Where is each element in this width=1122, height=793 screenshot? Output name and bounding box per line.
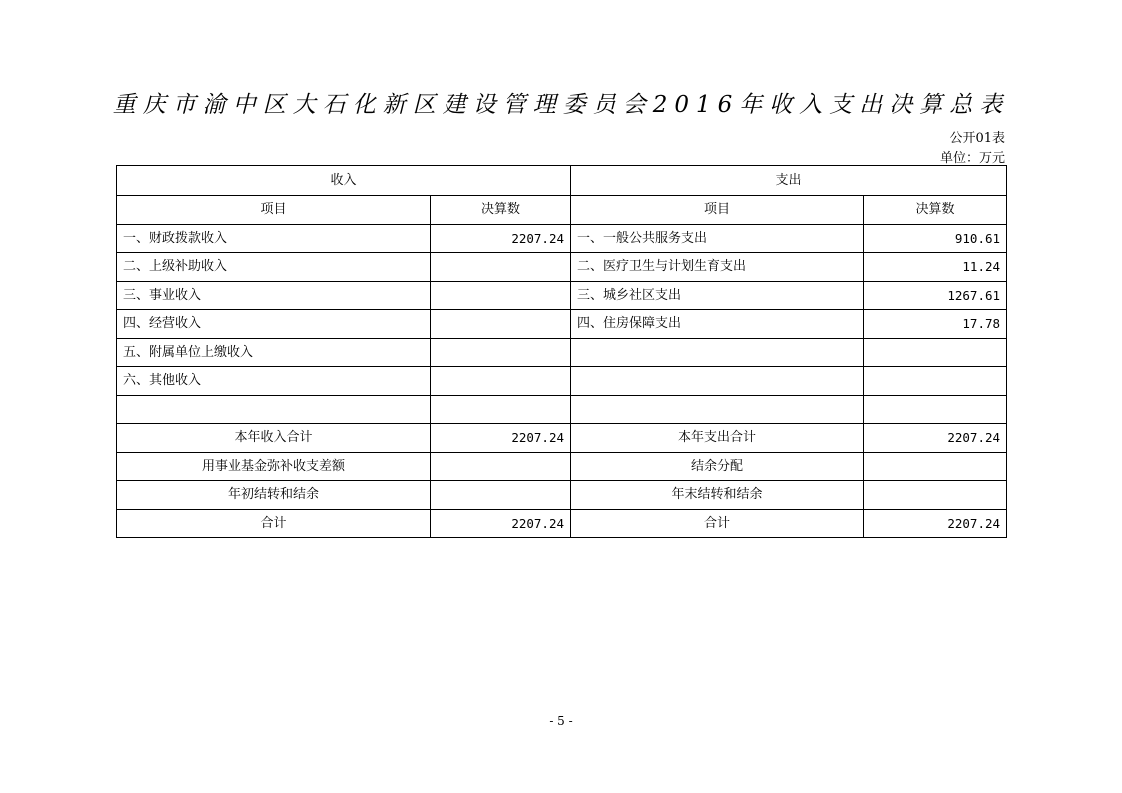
form-code: 公开01表 — [949, 131, 1005, 146]
column-header-row — [117, 196, 1007, 225]
income-amount: 2207.24 — [431, 224, 571, 253]
table-row — [117, 224, 1007, 253]
table-row — [117, 281, 1007, 310]
expense-item: 三、城乡社区支出 — [571, 281, 864, 310]
page-number: - 5 - — [549, 714, 573, 728]
expense-item: 二、医疗卫生与计划生育支出 — [571, 253, 864, 282]
income-item: 三、事业收入 — [117, 281, 431, 310]
total-row — [117, 509, 1007, 538]
table-row — [117, 367, 1007, 396]
income-item: 二、上级补助收入 — [117, 253, 431, 282]
income-item: 四、经营收入 — [117, 310, 431, 339]
summary-row — [117, 452, 1007, 481]
income-section-header: 收入 — [117, 166, 571, 196]
expense-summary-amount — [864, 481, 1007, 510]
expense-item — [571, 395, 864, 424]
expense-amount: 17.78 — [864, 310, 1007, 339]
income-item — [117, 395, 431, 424]
expense-section-header: 支出 — [571, 166, 1007, 196]
expense-amount: 910.61 — [864, 224, 1007, 253]
income-item-header: 项目 — [117, 196, 431, 225]
income-amount — [431, 395, 571, 424]
income-amount — [431, 310, 571, 339]
summary-row — [117, 424, 1007, 453]
table-row — [117, 310, 1007, 339]
income-amount — [431, 367, 571, 396]
summary-row — [117, 481, 1007, 510]
expense-amount: 1267.61 — [864, 281, 1007, 310]
expense-item-header: 项目 — [571, 196, 864, 225]
expense-summary-item: 年末结转和结余 — [571, 481, 864, 510]
expense-item: 四、住房保障支出 — [571, 310, 864, 339]
table-row — [117, 395, 1007, 424]
expense-amount — [864, 367, 1007, 396]
unit-label: 单位：万元 — [939, 151, 1005, 166]
expense-summary-amount: 2207.24 — [864, 424, 1007, 453]
table-body — [117, 166, 1007, 538]
income-summary-item: 年初结转和结余 — [117, 481, 431, 510]
income-summary-item: 本年收入合计 — [117, 424, 431, 453]
expense-item — [571, 338, 864, 367]
income-item: 一、财政拨款收入 — [117, 224, 431, 253]
expense-amount-header: 决算数 — [864, 196, 1007, 225]
income-item: 五、附属单位上缴收入 — [117, 338, 431, 367]
expense-summary-item: 本年支出合计 — [571, 424, 864, 453]
expense-amount: 11.24 — [864, 253, 1007, 282]
expense-amount — [864, 395, 1007, 424]
budget-table — [116, 165, 1007, 538]
income-summary-amount — [431, 481, 571, 510]
expense-item — [571, 367, 864, 396]
income-amount — [431, 338, 571, 367]
expense-item: 一、一般公共服务支出 — [571, 224, 864, 253]
income-amount-header: 决算数 — [431, 196, 571, 225]
expense-summary-item: 结余分配 — [571, 452, 864, 481]
income-amount — [431, 253, 571, 282]
expense-amount — [864, 338, 1007, 367]
income-total-item: 合计 — [117, 509, 431, 538]
page-title: 重庆市渝中区大石化新区建设管理委员会2016年收入支出决算总表 — [112, 92, 1010, 118]
expense-total-item: 合计 — [571, 509, 864, 538]
income-summary-amount — [431, 452, 571, 481]
expense-total-amount: 2207.24 — [864, 509, 1007, 538]
income-item: 六、其他收入 — [117, 367, 431, 396]
section-header-row — [117, 166, 1007, 196]
income-amount — [431, 281, 571, 310]
income-total-amount: 2207.24 — [431, 509, 571, 538]
table-row — [117, 338, 1007, 367]
table-row — [117, 253, 1007, 282]
income-summary-item: 用事业基金弥补收支差额 — [117, 452, 431, 481]
income-summary-amount: 2207.24 — [431, 424, 571, 453]
expense-summary-amount — [864, 452, 1007, 481]
